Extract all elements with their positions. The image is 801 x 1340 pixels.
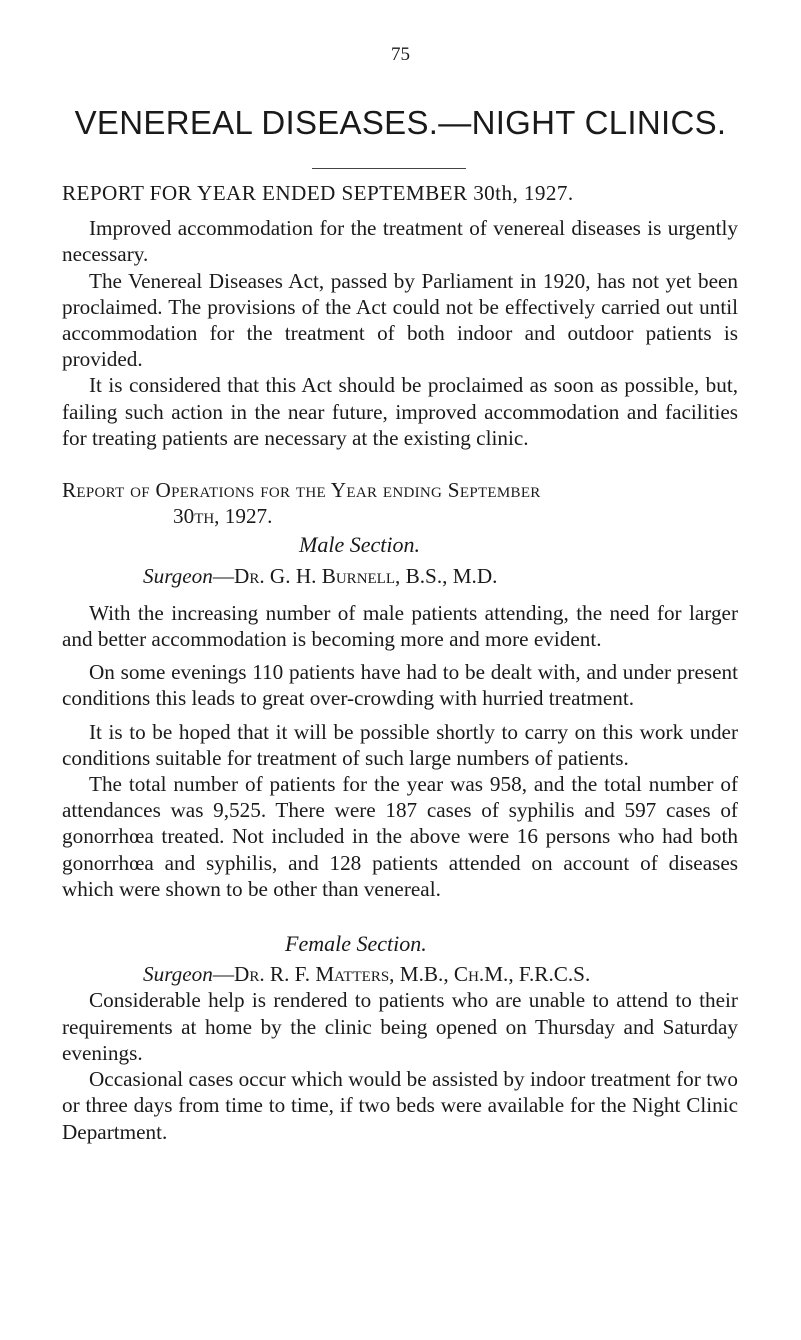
- female-surgeon-role: Surgeon: [143, 962, 213, 987]
- male-section-surgeon: [62, 563, 738, 589]
- female-paragraph-1: Considerable help is rendered to patients who are unable to attend to their requirements at home by the clinic being opened on Thursday and Saturday evenings.: [62, 988, 738, 1065]
- male-surgeon-name: —Dr. G. H. Burnell, B.S., M.D.: [212, 563, 498, 588]
- female-section-title: Female Section.: [285, 931, 427, 957]
- document-body: [62, 172, 738, 1145]
- male-paragraph-2: On some evenings 110 patients have had to be dealt with, and under present conditions this leads to great over-crowding with hurried treatment.: [62, 660, 738, 711]
- page-number: 75: [391, 44, 410, 65]
- male-paragraph-3: It is to be hoped that it will be possible shortly to carry on this work under conditions suitable for treatment of such large numbers of patients.: [62, 719, 738, 770]
- intro-paragraph-3: It is considered that this Act should be proclaimed as soon as possible, but, failing such action in the near future, improved accommodation and facilities for treating patients are necessary at the existing clinic.: [62, 373, 738, 450]
- male-section-title: Male Section.: [299, 532, 420, 558]
- intro-paragraph-2: The Venereal Diseases Act, passed by Parliament in 1920, has not yet been proclaimed. The provisions of the Act could not be effectively carried out until accommodation for the treatment of both indoor and outdoor patients is provided.: [62, 268, 738, 372]
- male-paragraph-4: The total number of patients for the year was 958, and the total number of attendances was 9,525. There were 187 cases of syphilis and 597 cases of gonorrhœa treated. Not included in the above were 16 persons who had both gonorrhœa and syphilis, and 128 patients attended on account of diseases which were shown to be other than venereal.: [62, 772, 738, 901]
- female-paragraph-2: Occasional cases occur which would be assisted by indoor treatment for two or three days from time to time, if two beds were available for the Night Clinic Department.: [62, 1067, 738, 1144]
- intro-paragraph-1: Improved accommodation for the treatment of venereal diseases is urgently necessary.: [62, 216, 738, 267]
- operations-date: 30th, 1927.: [173, 504, 273, 529]
- female-surgeon-name: —Dr. R. F. Matters, M.B., Ch.M., F.R.C.S.: [212, 962, 591, 987]
- operations-heading: Report of Operations for the Year ending September: [62, 478, 541, 503]
- female-section-surgeon: [62, 961, 738, 987]
- male-paragraph-1: With the increasing number of male patients attending, the need for larger and better accommodation is becoming more and more evident.: [62, 600, 738, 652]
- report-heading: REPORT FOR YEAR ENDED SEPTEMBER 30th, 1927.: [62, 181, 574, 205]
- male-surgeon-role: Surgeon: [143, 563, 213, 588]
- title-divider: [312, 168, 466, 169]
- page-title: VENEREAL DISEASES.—NIGHT CLINICS.: [74, 104, 727, 141]
